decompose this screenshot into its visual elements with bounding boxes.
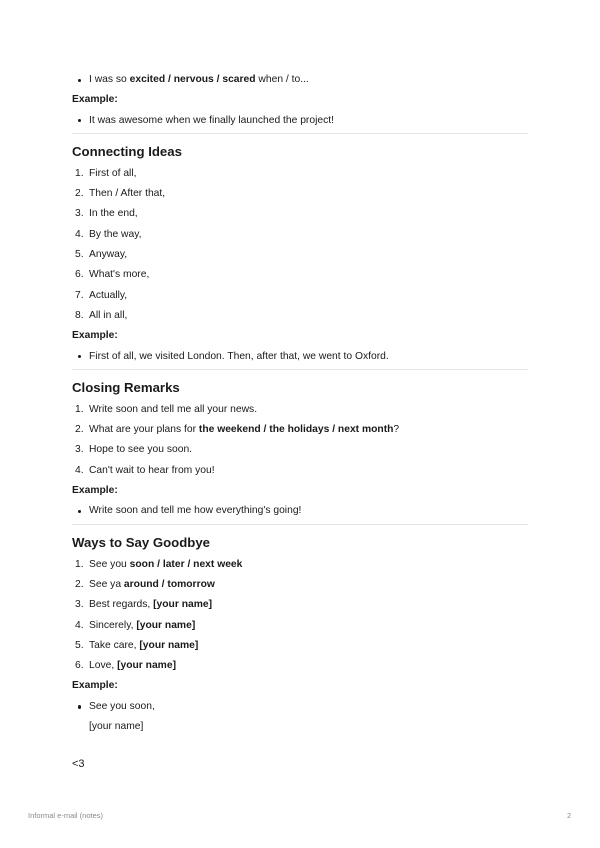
- list-item: 3. In the end,: [75, 208, 138, 220]
- list-item: 5. Anyway,: [75, 249, 128, 261]
- section-divider: [72, 369, 528, 370]
- list-item: 6. Love, [your name]: [75, 660, 176, 672]
- section-heading-ways-to-say-goodbye: Ways to Say Goodbye: [72, 534, 211, 550]
- example-label: Example:: [72, 485, 118, 497]
- list-item: 8. All in all,: [75, 309, 128, 321]
- list-item: 2. See ya around / tomorrow: [75, 578, 215, 590]
- list-item: 6. What's more,: [75, 269, 150, 281]
- list-item: 3. Hope to see you soon.: [75, 444, 193, 456]
- example-text: It was awesome when we finally launched the project!: [72, 111, 528, 131]
- list-item: 2. What are your plans for the weekend / the holidays / next month?: [75, 424, 400, 436]
- example-text-continued: [your name]: [89, 721, 144, 733]
- list-item: 1. Write soon and tell me all your news.: [75, 403, 258, 415]
- example-label: Example:: [72, 330, 118, 342]
- list-item: 4. Sincerely, [your name]: [75, 619, 196, 631]
- section-divider: [72, 133, 528, 134]
- example-label: Example:: [72, 94, 118, 106]
- example-text: See you soon,: [72, 697, 528, 717]
- list-item: 4. Can't wait to hear from you!: [75, 464, 215, 476]
- section-heading-connecting-ideas: Connecting Ideas: [72, 143, 182, 159]
- list-item: 1. See you soon / later / next week: [75, 558, 243, 570]
- list-item: 7. Actually,: [75, 289, 128, 301]
- example-text: First of all, we visited London. Then, after that, we went to Oxford.: [72, 347, 528, 367]
- content-area: [72, 70, 528, 737]
- heart-text: <3: [72, 758, 85, 770]
- example-text: Write soon and tell me how everything's going!: [72, 501, 528, 521]
- list-item: 3. Best regards, [your name]: [75, 599, 213, 611]
- bullet-item: I was so excited / nervous / scared when / to...: [72, 70, 528, 90]
- section-heading-closing-remarks: Closing Remarks: [72, 379, 180, 395]
- list-item: 1. First of all,: [75, 167, 137, 179]
- list-item: 4. By the way,: [75, 228, 142, 240]
- example-label: Example:: [72, 680, 118, 692]
- section-divider: [72, 524, 528, 525]
- footer-page-number: 2: [567, 811, 572, 820]
- list-item: 2. Then / After that,: [75, 188, 166, 200]
- footer-document-title: Informal e-mail (notes): [28, 811, 104, 820]
- list-item: 5. Take care, [your name]: [75, 639, 199, 651]
